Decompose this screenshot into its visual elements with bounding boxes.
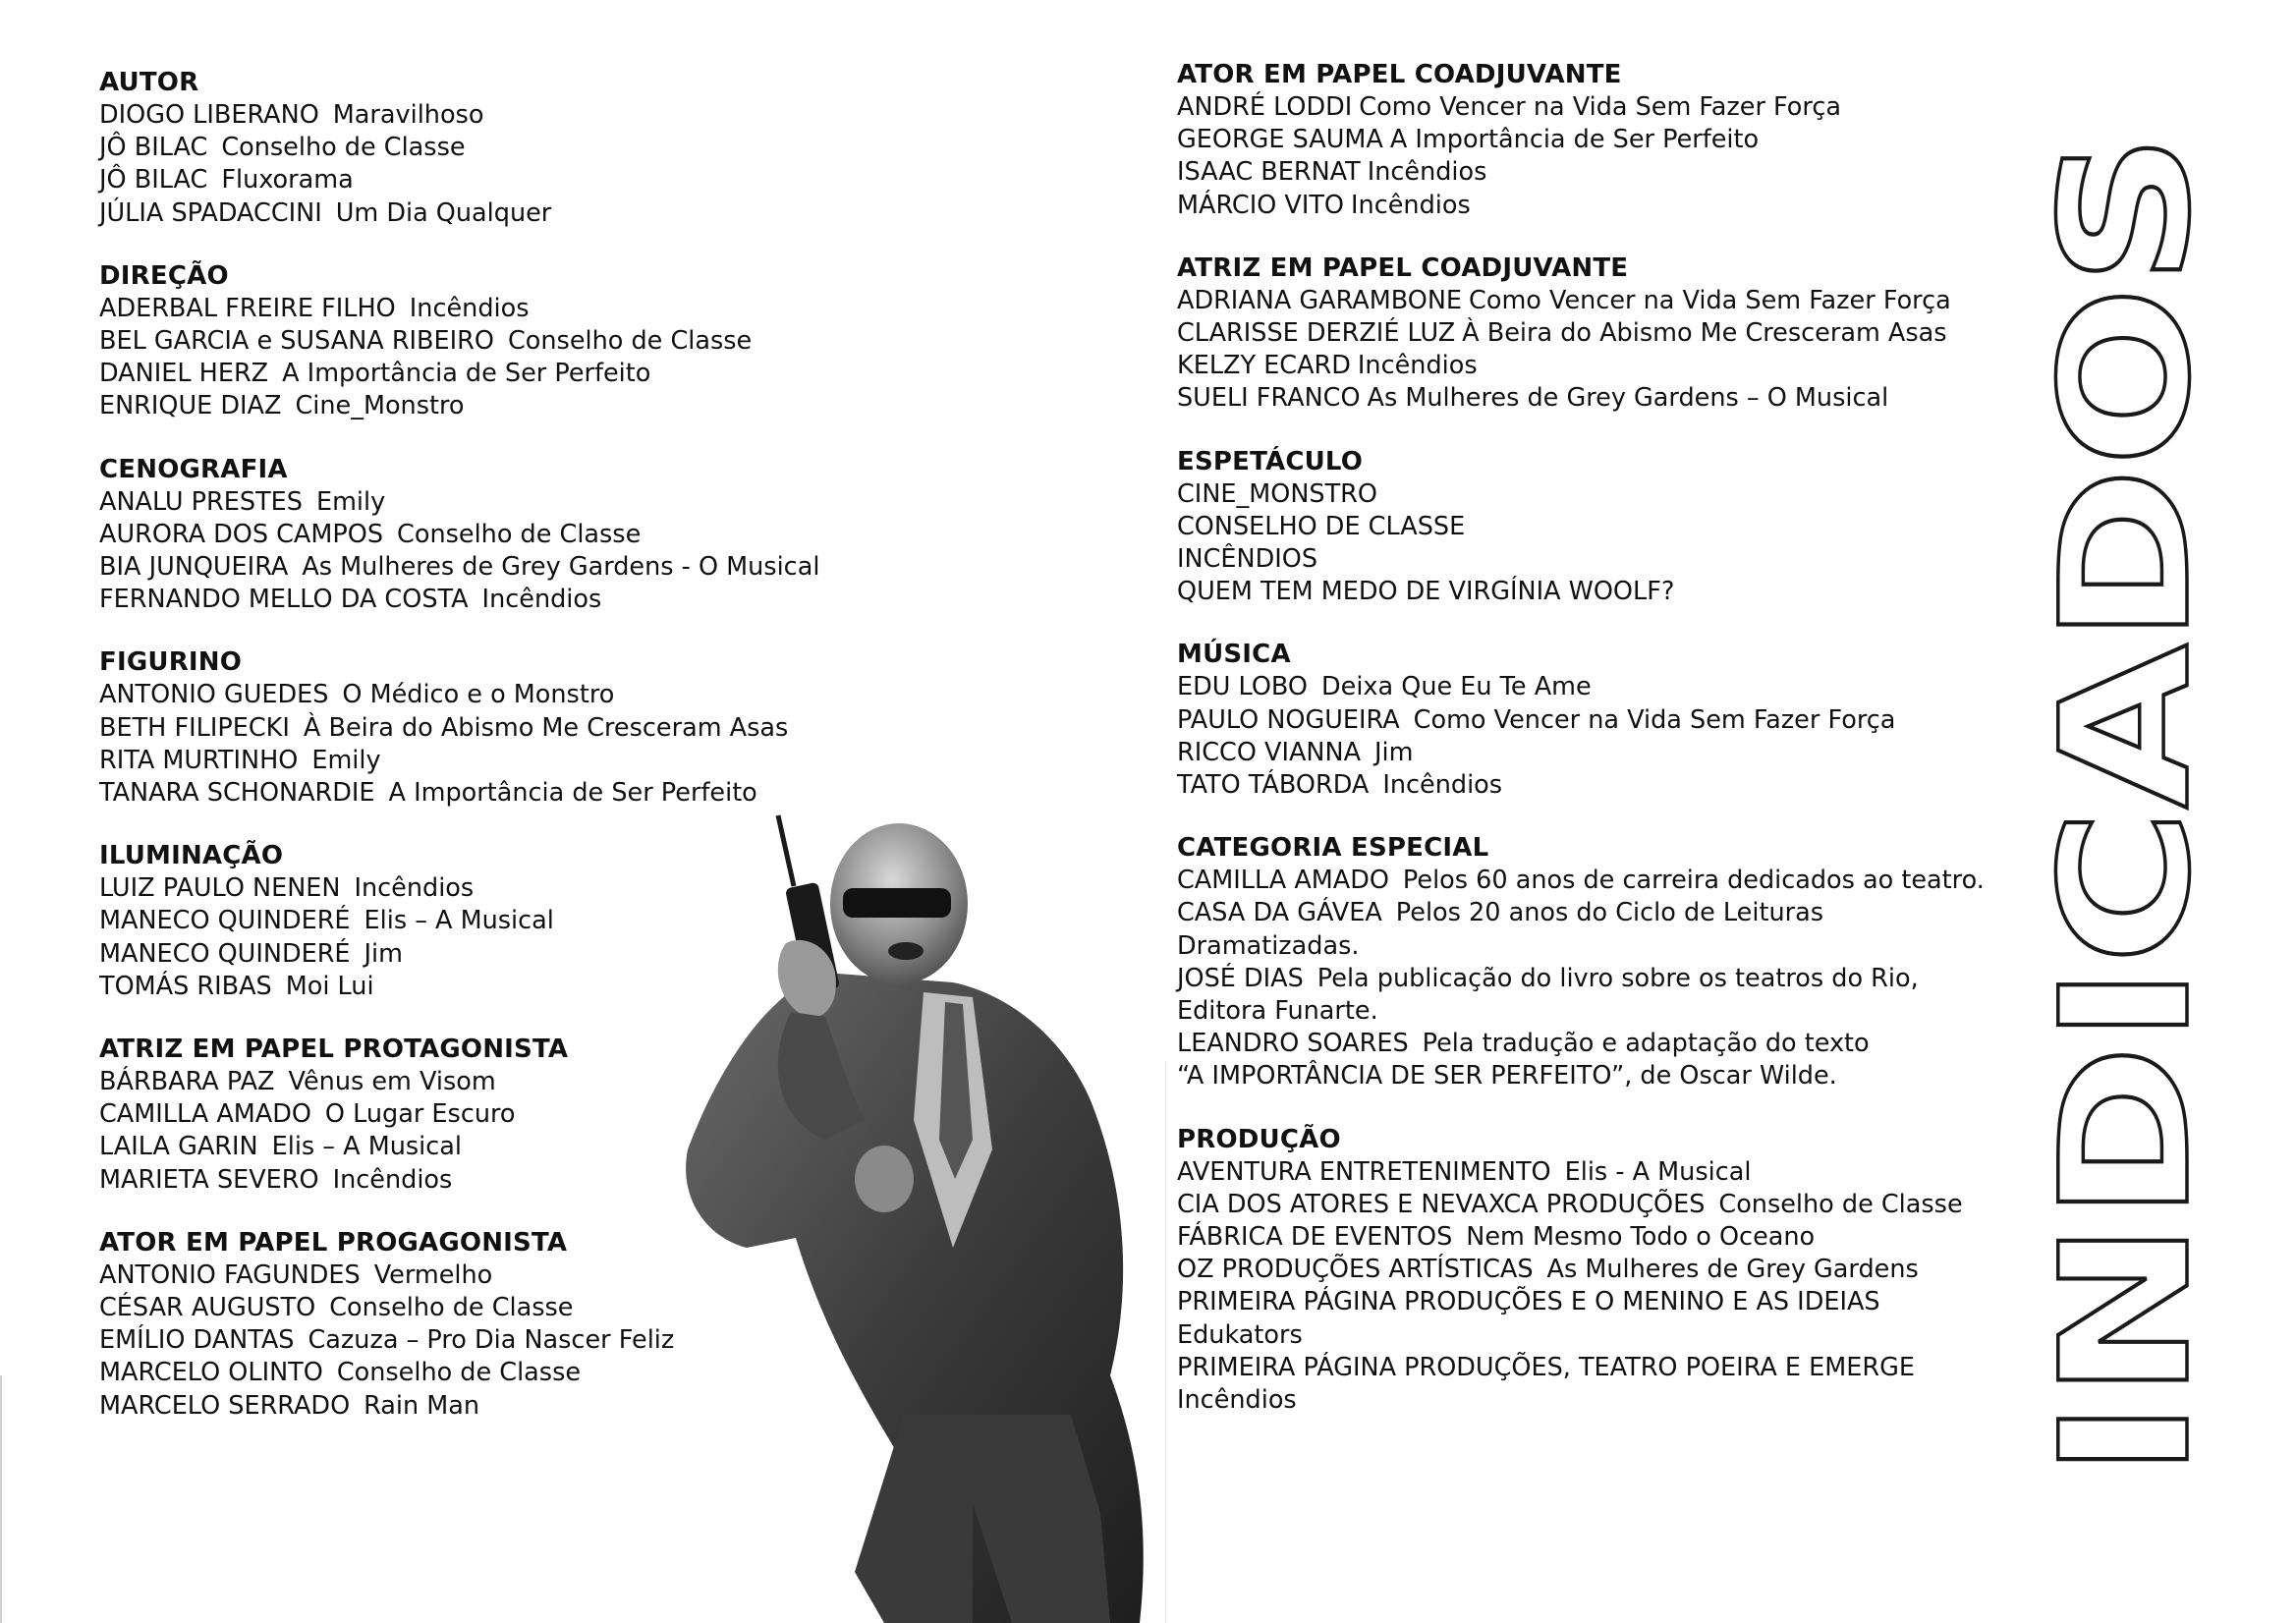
category-title: ATOR EM PAPEL COADJUVANTE bbox=[1177, 60, 1622, 89]
nominee-entry bbox=[99, 712, 885, 745]
nominee-name: LEANDRO SOARES bbox=[1177, 1029, 1409, 1059]
nominee-name: JÚLIA SPADACCINI bbox=[99, 197, 322, 228]
nominated-work: A Importância de Ser Perfeito bbox=[1389, 125, 1760, 155]
nominee-name: ANDRÉ LODDI bbox=[1177, 92, 1353, 122]
nominee-name: BEL GARCIA e SUSANA RIBEIRO bbox=[99, 326, 494, 357]
category-title: ESPETÁCULO bbox=[1177, 446, 1364, 476]
nominated-work: Vermelho bbox=[373, 1259, 493, 1290]
nominee-entry bbox=[1177, 769, 2081, 802]
nominated-work: O Médico e o Monstro bbox=[342, 680, 615, 710]
nominee-entry bbox=[99, 293, 885, 325]
category-title: ATRIZ EM PAPEL COADJUVANTE bbox=[1177, 252, 1629, 283]
category-title: DIREÇÃO bbox=[99, 260, 229, 291]
nominee-entry bbox=[1177, 576, 2081, 608]
nominee-name: DIOGO LIBERANO bbox=[99, 100, 319, 130]
nominee-name: FÁBRICA DE EVENTOS bbox=[1177, 1222, 1453, 1253]
nominated-work: Incêndios bbox=[1367, 157, 1487, 188]
nominee-name: CAMILLA AMADO bbox=[1177, 866, 1389, 896]
nominated-work: A Importância de Ser Perfeito bbox=[388, 778, 757, 809]
page-edge bbox=[0, 1375, 2, 1623]
nominated-work: Conselho de Classe bbox=[329, 1293, 574, 1323]
lower-hand-shape bbox=[855, 1146, 914, 1212]
nominated-work: Jim bbox=[1374, 737, 1414, 767]
nominee-name: MANECO QUINDERÉ bbox=[99, 906, 351, 936]
nominee-name: QUEM TEM MEDO DE VIRGÍNIA WOOLF? bbox=[1177, 577, 1675, 607]
nominee-entry bbox=[1177, 285, 2081, 317]
nominee-entry bbox=[99, 390, 885, 422]
category-title: PRODUÇÃO bbox=[1177, 1124, 1341, 1154]
nominee-name: MANECO QUINDERÉ bbox=[99, 938, 351, 969]
nominee-entry bbox=[1177, 1352, 2081, 1384]
nominee-name: CIA DOS ATORES E NEVAXCA PRODUÇÕES bbox=[1177, 1189, 1706, 1219]
nominee-name: CÉSAR AUGUSTO bbox=[99, 1293, 316, 1323]
nominee-entry bbox=[1177, 1189, 2081, 1221]
nominee-name: ANTONIO GUEDES bbox=[99, 680, 329, 710]
section-autor bbox=[99, 67, 885, 230]
nominee-name: ANTONIO FAGUNDES bbox=[99, 1259, 361, 1290]
nominee-name: MARIETA SEVERO bbox=[99, 1164, 319, 1195]
nominee-name: ISAAC BERNAT bbox=[1177, 157, 1361, 188]
nominee-entry bbox=[1177, 350, 2081, 382]
section-musica bbox=[1177, 639, 2081, 802]
nominee-name: RITA MURTINHO bbox=[99, 745, 299, 775]
nominee-name: PAULO NOGUEIRA bbox=[1177, 704, 1400, 735]
category-title: AUTOR bbox=[99, 68, 199, 97]
nominee-name: TOMÁS RIBAS bbox=[99, 971, 272, 1001]
nominated-work: Conselho de Classe bbox=[336, 1358, 582, 1388]
nominated-work: Cine_Monstro bbox=[295, 391, 465, 421]
nominee-name: JOSÉ DIAS bbox=[1177, 963, 1304, 993]
nominated-work: À Beira do Abismo Me Cresceram Asas bbox=[1462, 318, 1947, 349]
nominee-entry bbox=[1177, 1028, 2081, 1060]
nominated-work: Como Vencer na Vida Sem Fazer Força bbox=[1469, 285, 1951, 315]
nominated-work: Fluxorama bbox=[221, 165, 354, 196]
photo-man-on-phone bbox=[678, 825, 1189, 1623]
nominee-entry bbox=[1177, 511, 2081, 543]
section-cenografia bbox=[99, 454, 885, 617]
section-categoria-especial bbox=[1177, 832, 2081, 1092]
nominee-name: BÁRBARA PAZ bbox=[99, 1067, 275, 1097]
banner-text: INDICADOS bbox=[2024, 361, 2229, 1479]
nominated-work: Incêndios bbox=[332, 1164, 453, 1195]
section-direcao bbox=[99, 260, 885, 423]
indicados-banner bbox=[2024, 128, 2242, 1483]
nominee-entry bbox=[1177, 737, 2081, 769]
nominee-entry bbox=[1177, 1384, 2081, 1417]
nominee-entry bbox=[99, 679, 885, 711]
nominee-entry bbox=[1177, 865, 2081, 897]
nominee-name: JÔ BILAC bbox=[99, 133, 208, 163]
nominee-entry bbox=[1177, 1286, 2081, 1318]
nominee-entry bbox=[99, 486, 885, 519]
nominee-entry bbox=[1177, 382, 2081, 415]
nominated-work: Conselho de Classe bbox=[397, 519, 642, 549]
nominee-name: CASA DA GÁVEA bbox=[1177, 898, 1382, 928]
nominee-name: BETH FILIPECKI bbox=[99, 712, 290, 743]
nominee-name: FERNANDO MELLO DA COSTA bbox=[99, 585, 469, 615]
nominee-name: GEORGE SAUMA bbox=[1177, 125, 1383, 155]
nominated-work: Nem Mesmo Todo o Oceano bbox=[1466, 1222, 1816, 1253]
nominee-name: INCÊNDIOS bbox=[1177, 544, 1318, 575]
nominee-name: EMÍLIO DANTAS bbox=[99, 1325, 295, 1356]
nominee-entry bbox=[99, 325, 885, 358]
nominee-entry bbox=[1177, 963, 2081, 995]
nominee-name: SUELI FRANCO bbox=[1177, 383, 1361, 414]
nominated-work: Rain Man bbox=[364, 1390, 480, 1421]
nominee-entry bbox=[1177, 897, 2081, 929]
category-title: ILUMINAÇÃO bbox=[99, 841, 284, 871]
nominee-name: KELZY ECARD bbox=[1177, 351, 1351, 381]
nominee-name: JÔ BILAC bbox=[99, 165, 208, 196]
nominee-entry bbox=[1177, 91, 2081, 124]
nominated-work: As Mulheres de Grey Gardens - O Musical bbox=[302, 552, 820, 583]
nominee-entry bbox=[99, 551, 885, 584]
nominee-entry bbox=[99, 777, 885, 810]
nominated-work: As Mulheres de Grey Gardens – O Musical bbox=[1367, 383, 1889, 414]
nominated-work: Jim bbox=[364, 938, 403, 969]
nominated-work: Conselho de Classe bbox=[221, 133, 466, 163]
nominee-entry bbox=[1177, 478, 2081, 511]
nominated-work: As Mulheres de Grey Gardens bbox=[1546, 1255, 1919, 1285]
nominee-entry bbox=[1177, 930, 2081, 963]
category-title: ATRIZ EM PAPEL PROTAGONISTA bbox=[99, 1035, 569, 1065]
nominated-work: Incêndios bbox=[1382, 770, 1503, 801]
nominated-work: Como Vencer na Vida Sem Fazer Força bbox=[1359, 92, 1841, 122]
nominee-entry bbox=[1177, 1319, 2081, 1352]
nominated-work: Elis – A Musical bbox=[271, 1132, 462, 1162]
nominee-name: Incêndios bbox=[1177, 1385, 1297, 1416]
category-title: CATEGORIA ESPECIAL bbox=[1177, 833, 1489, 864]
nominated-work: Pela publicação do livro sobre os teatros do Rio, bbox=[1316, 963, 1919, 993]
nominee-name: CONSELHO DE CLASSE bbox=[1177, 511, 1466, 541]
nominee-name: MARCELO SERRADO bbox=[99, 1390, 351, 1421]
nominated-work: Cazuza – Pro Dia Nascer Feliz bbox=[308, 1325, 675, 1356]
section-espetaculo bbox=[1177, 446, 2081, 609]
category-title: ATOR EM PAPEL PROGAGONISTA bbox=[99, 1227, 568, 1258]
nominee-name: PRIMEIRA PÁGINA PRODUÇÕES, TEATRO POEIRA E EMERGE bbox=[1177, 1352, 1915, 1382]
nominated-work: Incêndios bbox=[1357, 351, 1478, 381]
nominee-entry bbox=[1177, 671, 2081, 703]
nominee-entry bbox=[99, 99, 885, 132]
right-column bbox=[1177, 59, 2081, 1447]
nominee-name: LUIZ PAULO NENEN bbox=[99, 873, 341, 904]
nominated-work: Maravilhoso bbox=[332, 100, 484, 130]
section-producao bbox=[1177, 1124, 2081, 1418]
nominee-name: Editora Funarte. bbox=[1177, 996, 1378, 1027]
nominated-work: Como Vencer na Vida Sem Fazer Força bbox=[1413, 704, 1896, 735]
nominated-work: Moi Lui bbox=[285, 971, 374, 1001]
nominee-name: ENRIQUE DIAZ bbox=[99, 391, 282, 421]
nominated-work: Pela tradução e adaptação do texto bbox=[1422, 1029, 1870, 1059]
nominee-name: “A IMPORTÂNCIA DE SER PERFEITO”, de Oscar Wilde. bbox=[1177, 1061, 1837, 1091]
nominee-name: LAILA GARIN bbox=[99, 1132, 258, 1162]
nominated-work: Conselho de Classe bbox=[507, 326, 753, 357]
category-title: CENOGRAFIA bbox=[99, 454, 288, 484]
nominated-work: A Importância de Ser Perfeito bbox=[282, 359, 651, 389]
section-ator-em-papel-coadjuvante bbox=[1177, 59, 2081, 222]
nominated-work: Emily bbox=[311, 745, 381, 775]
nominee-entry bbox=[99, 519, 885, 551]
page-fold bbox=[1165, 1061, 1166, 1623]
nominated-work: Elis – A Musical bbox=[364, 906, 554, 936]
nominee-name: ADRIANA GARAMBONE bbox=[1177, 285, 1463, 315]
nominated-work: Vênus em Visom bbox=[288, 1067, 496, 1097]
nominee-name: Edukators bbox=[1177, 1319, 1303, 1350]
nominated-work: Pelos 20 anos do Ciclo de Leituras bbox=[1395, 898, 1824, 928]
nominated-work: Incêndios bbox=[354, 873, 475, 904]
nominee-name: ADERBAL FREIRE FILHO bbox=[99, 293, 396, 323]
nominee-entry bbox=[1177, 317, 2081, 350]
nominee-name: PRIMEIRA PÁGINA PRODUÇÕES E O MENINO E AS IDEIAS bbox=[1177, 1287, 1880, 1317]
nominee-entry bbox=[1177, 124, 2081, 156]
nominated-work: Emily bbox=[315, 486, 386, 517]
nominated-work: Deixa Que Eu Te Ame bbox=[1321, 672, 1592, 702]
nominated-work: Incêndios bbox=[409, 293, 530, 323]
category-title: MÚSICA bbox=[1177, 640, 1291, 670]
nominee-entry bbox=[1177, 1221, 2081, 1254]
nominee-name: DANIEL HERZ bbox=[99, 359, 269, 389]
section-atriz-em-papel-coadjuvante bbox=[1177, 252, 2081, 416]
nominee-entry bbox=[99, 197, 885, 230]
nominated-work: Incêndios bbox=[1351, 190, 1471, 220]
nominee-name: AVENTURA ENTRETENIMENTO bbox=[1177, 1156, 1551, 1187]
nominee-entry bbox=[99, 745, 885, 777]
nominee-name: CINE_MONSTRO bbox=[1177, 478, 1377, 509]
nominated-work: Um Dia Qualquer bbox=[335, 197, 552, 228]
nominee-entry bbox=[1177, 995, 2081, 1028]
nominee-name: RICCO VIANNA bbox=[1177, 737, 1362, 767]
nominee-entry bbox=[1177, 1254, 2081, 1286]
nominee-name: TATO TÁBORDA bbox=[1177, 770, 1370, 801]
nominated-work: Incêndios bbox=[481, 585, 602, 615]
nominee-name: BIA JUNQUEIRA bbox=[99, 552, 289, 583]
glasses-shape bbox=[843, 888, 951, 918]
nominee-name: CLARISSE DERZIÉ LUZ bbox=[1177, 318, 1456, 349]
nominated-work: À Beira do Abismo Me Cresceram Asas bbox=[303, 712, 789, 743]
nominee-entry bbox=[1177, 704, 2081, 737]
nominee-name: EDU LOBO bbox=[1177, 672, 1309, 702]
nominee-name: AURORA DOS CAMPOS bbox=[99, 519, 384, 549]
nominee-entry bbox=[99, 164, 885, 196]
category-title: FIGURINO bbox=[99, 647, 243, 678]
nominated-work: Elis - A Musical bbox=[1564, 1156, 1752, 1187]
nominee-name: TANARA SCHONARDIE bbox=[99, 778, 375, 809]
nominee-name: ANALU PRESTES bbox=[99, 486, 303, 517]
mouth-shape bbox=[888, 942, 924, 960]
nominated-work: Conselho de Classe bbox=[1718, 1189, 1963, 1219]
nominee-entry bbox=[1177, 1060, 2081, 1092]
nominee-entry bbox=[99, 132, 885, 164]
nominee-entry bbox=[1177, 543, 2081, 576]
nominee-name: MARCELO OLINTO bbox=[99, 1358, 323, 1388]
nominee-name: CAMILLA AMADO bbox=[99, 1099, 311, 1130]
nominated-work: Pelos 60 anos de carreira dedicados ao teatro. bbox=[1402, 866, 1985, 896]
nominee-entry bbox=[99, 358, 885, 390]
phone-antenna bbox=[778, 815, 794, 886]
nominee-entry bbox=[1177, 190, 2081, 222]
nominee-entry bbox=[99, 584, 885, 616]
nominee-name: Dramatizadas. bbox=[1177, 930, 1360, 961]
nominated-work: O Lugar Escuro bbox=[324, 1099, 516, 1130]
nominee-entry bbox=[1177, 156, 2081, 189]
nominee-name: OZ PRODUÇÕES ARTÍSTICAS bbox=[1177, 1255, 1534, 1285]
nominee-name: MÁRCIO VITO bbox=[1177, 190, 1345, 220]
section-figurino bbox=[99, 646, 885, 810]
nominee-entry bbox=[1177, 1156, 2081, 1189]
